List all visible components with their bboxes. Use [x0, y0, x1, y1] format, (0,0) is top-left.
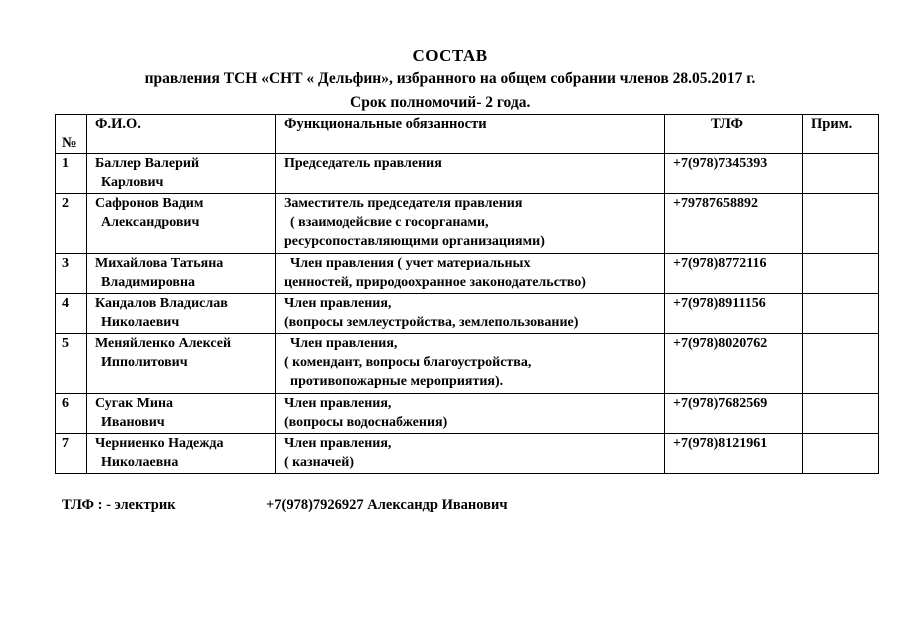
name-line: Карлович: [101, 175, 164, 190]
member-duties: [276, 394, 665, 434]
duty-line: противопожарные мероприятия).: [290, 374, 504, 389]
electrician-contact: [62, 497, 508, 514]
name-line: Сугак Мина: [95, 396, 174, 411]
duty-line: (вопросы водоснабжения): [284, 415, 448, 430]
member-phone: +7(978)7345393: [665, 154, 803, 194]
table-row: [56, 394, 879, 434]
name-line: Николаевна: [101, 455, 179, 470]
row-number: 5: [56, 334, 87, 394]
electrician-label: ТЛФ : - электрик: [62, 497, 176, 513]
duty-line: Член правления,: [284, 296, 392, 311]
board-members-table: [55, 114, 879, 474]
name-line: Кандалов Владислав: [95, 296, 228, 311]
duty-line: ( комендант, вопросы благоустройства,: [284, 355, 532, 370]
name-line: Иванович: [101, 415, 165, 430]
member-name: [87, 434, 276, 474]
duty-line: Член правления,: [290, 336, 398, 351]
member-name: [87, 254, 276, 294]
name-line: Сафронов Вадим: [95, 196, 204, 211]
table-row: [56, 154, 879, 194]
duty-line: ресурсопоставляющими организациями): [284, 234, 545, 249]
name-line: Николаевич: [101, 315, 180, 330]
member-note: [803, 154, 879, 194]
table-header-row: [56, 115, 879, 154]
electrician-phone: +7(978)7926927 Александр Иванович: [266, 497, 508, 513]
name-line: Михайлова Татьяна: [95, 256, 224, 271]
name-line: Владимировна: [101, 275, 196, 290]
duty-line: Член правления ( учет материальных: [290, 256, 531, 271]
member-note: [803, 434, 879, 474]
member-duties: [276, 254, 665, 294]
duty-line: Заместитель председателя правления: [284, 196, 523, 211]
member-phone: +7(978)7682569: [665, 394, 803, 434]
table-row: [56, 194, 879, 254]
name-line: Ипполитович: [101, 355, 188, 370]
column-header-number: №: [56, 115, 87, 154]
table-row: [56, 254, 879, 294]
member-name: [87, 194, 276, 254]
duty-line: ( взаимодейсвие с госорганами,: [290, 215, 489, 230]
member-duties: [276, 334, 665, 394]
member-note: [803, 294, 879, 334]
duty-line: (вопросы землеустройства, землепользование): [284, 315, 579, 330]
member-note: [803, 254, 879, 294]
duty-line: Председатель правления: [284, 156, 442, 171]
member-duties: [276, 434, 665, 474]
name-line: Меняйленко Алексей: [95, 336, 232, 351]
member-phone: +79787658892: [665, 194, 803, 254]
row-number: 2: [56, 194, 87, 254]
member-name: [87, 154, 276, 194]
member-duties: [276, 154, 665, 194]
member-name: [87, 294, 276, 334]
duty-line: ценностей, природоохранное законодательство): [284, 275, 586, 290]
row-number: 3: [56, 254, 87, 294]
table-row: [56, 434, 879, 474]
member-phone: +7(978)8121961: [665, 434, 803, 474]
member-phone: +7(978)8911156: [665, 294, 803, 334]
document-subtitle: правления ТСН «СНТ « Дельфин», избранного на общем собрании членов 28.05.2017 г.: [144, 70, 756, 87]
column-header-duties: Функциональные обязанности: [276, 115, 665, 154]
duty-line: Член правления,: [284, 436, 392, 451]
member-note: [803, 394, 879, 434]
member-phone: +7(978)8020762: [665, 334, 803, 394]
column-header-name: Ф.И.О.: [87, 115, 276, 154]
member-name: [87, 394, 276, 434]
row-number: 6: [56, 394, 87, 434]
row-number: 1: [56, 154, 87, 194]
member-phone: +7(978)8772116: [665, 254, 803, 294]
document-title: СОСТАВ: [412, 46, 488, 65]
member-name: [87, 334, 276, 394]
member-note: [803, 334, 879, 394]
column-header-phone: ТЛФ: [665, 115, 803, 154]
name-line: Черниенко Надежда: [95, 436, 224, 451]
table-row: [56, 334, 879, 394]
row-number: 7: [56, 434, 87, 474]
member-duties: [276, 194, 665, 254]
row-number: 4: [56, 294, 87, 334]
table-row: [56, 294, 879, 334]
duty-line: Член правления,: [284, 396, 392, 411]
column-header-note: Прим.: [803, 115, 879, 154]
term-of-office: Срок полномочий- 2 года.: [350, 94, 531, 111]
duty-line: ( казначей): [284, 455, 354, 470]
name-line: Баллер Валерий: [95, 156, 200, 171]
name-line: Александрович: [101, 215, 200, 230]
member-note: [803, 194, 879, 254]
member-duties: [276, 294, 665, 334]
